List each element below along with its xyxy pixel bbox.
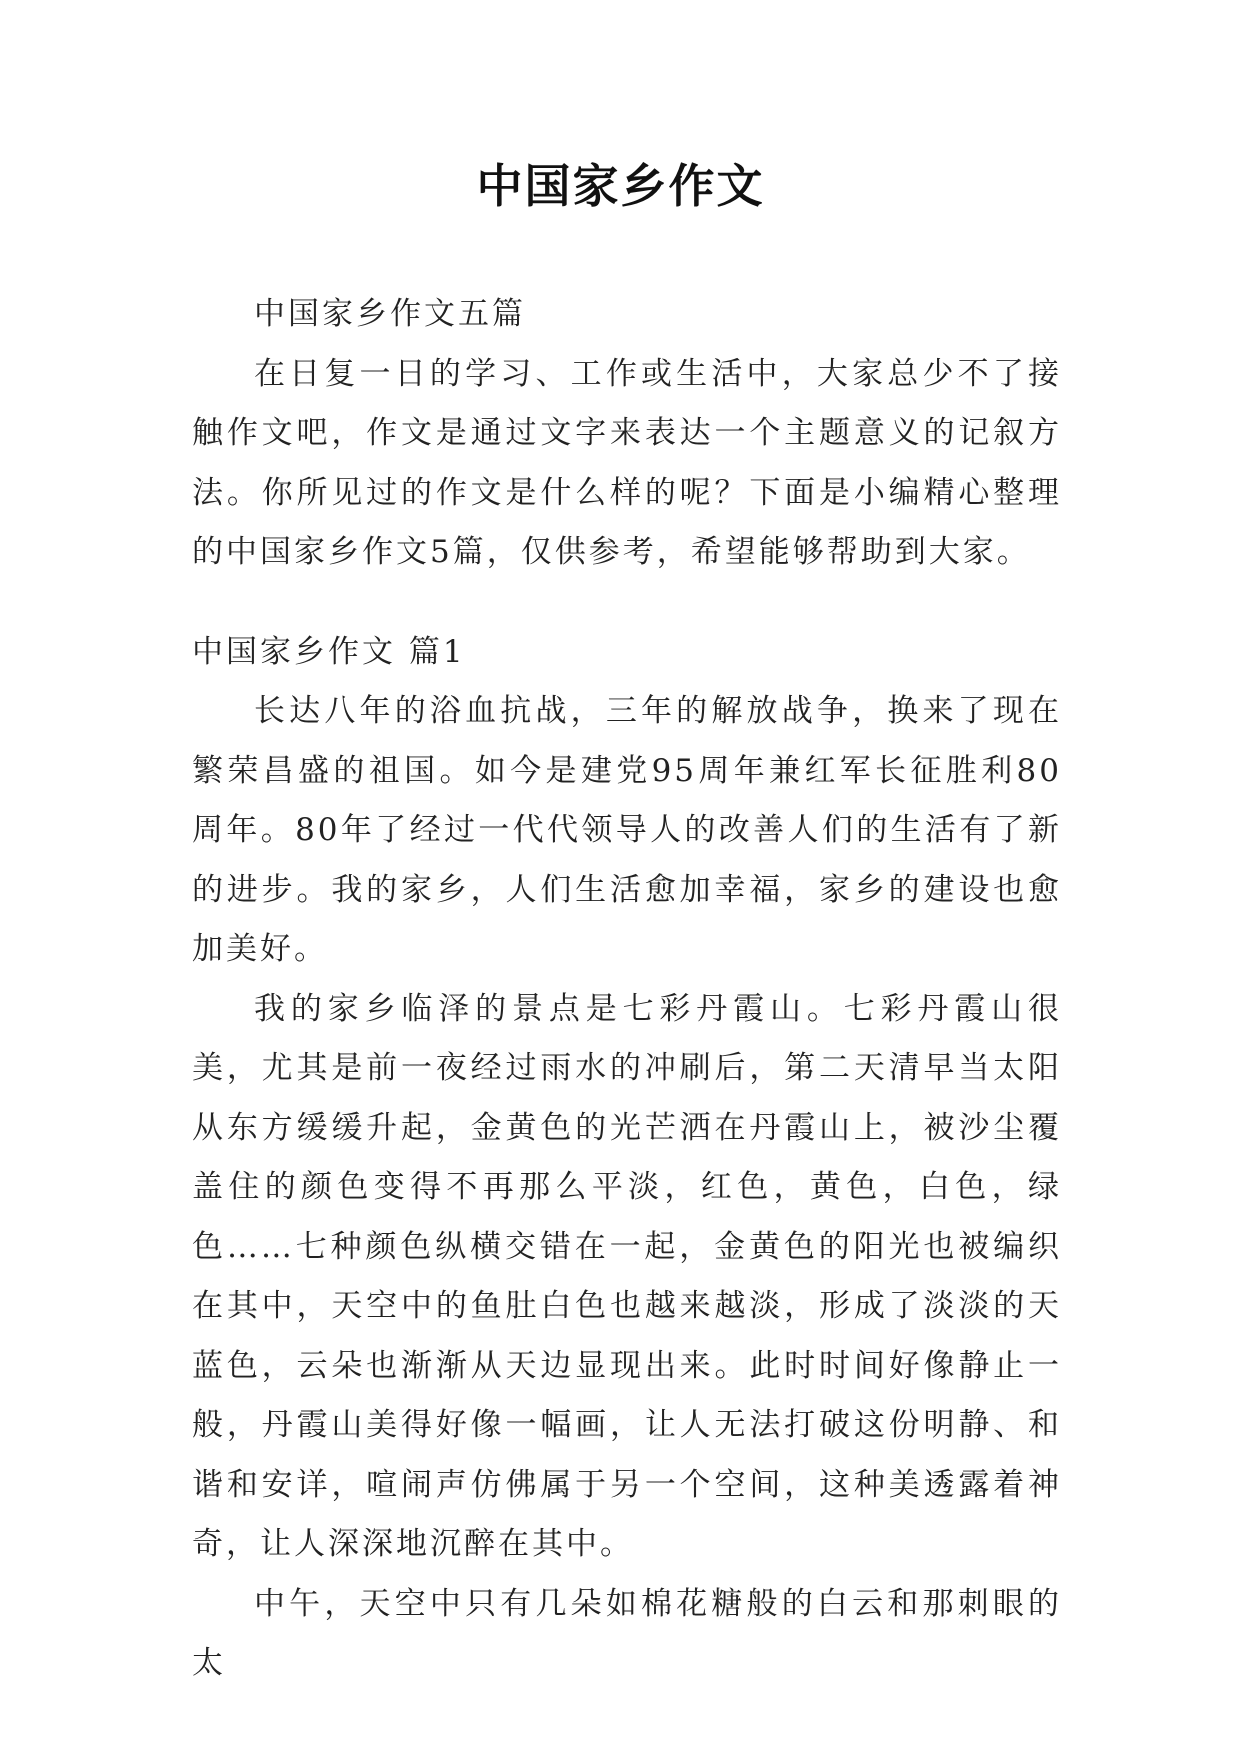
body-paragraph-1: 长达八年的浴血抗战，三年的解放战争，换来了现在繁荣昌盛的祖国。如今是建党95周年兼红军长征胜利80周年。80年了经过一代代领导人的改善人们的生活有了新的进步。我的家乡，人们生活愈加幸福，家乡的建设也愈加美好。 [192,693,1062,967]
document-body [192,285,1062,1694]
section-spacer [192,583,1062,623]
body-paragraph-3: 中午，天空中只有几朵如棉花糖般的白云和那刺眼的太 [192,1585,1062,1681]
intro-paragraph: 在日复一日的学习、工作或生活中，大家总少不了接触作文吧，作文是通过文字来表达一个主题意义的记叙方法。你所见过的作文是什么样的呢？下面是小编精心整理的中国家乡作文5篇，仅供参考，希望能够帮助到大家。 [192,355,1062,570]
document-subtitle: 中国家乡作文五篇 [254,296,526,332]
section-heading: 中国家乡作文 篇1 [192,633,466,670]
body-paragraph-2: 我的家乡临泽的景点是七彩丹霞山。七彩丹霞山很美，尤其是前一夜经过雨水的冲刷后，第二天清早当太阳从东方缓缓升起，金黄色的光芒洒在丹霞山上，被沙尘覆盖住的颜色变得不再那么平淡，红色，黄色，白色，绿色……七种颜色纵横交错在一起，金黄色的阳光也被编织在其中，天空中的鱼肚白色也越来越淡，形成了淡淡的天蓝色，云朵也渐渐从天边显现出来。此时时间好像静止一般，丹霞山美得好像一幅画，让人无法打破这份明静、和谐和安详，喧闹声仿佛属于另一个空间，这种美透露着神奇，让人深深地沉醉在其中。 [192,990,1062,1562]
document-title: 中国家乡作文 [476,159,765,213]
